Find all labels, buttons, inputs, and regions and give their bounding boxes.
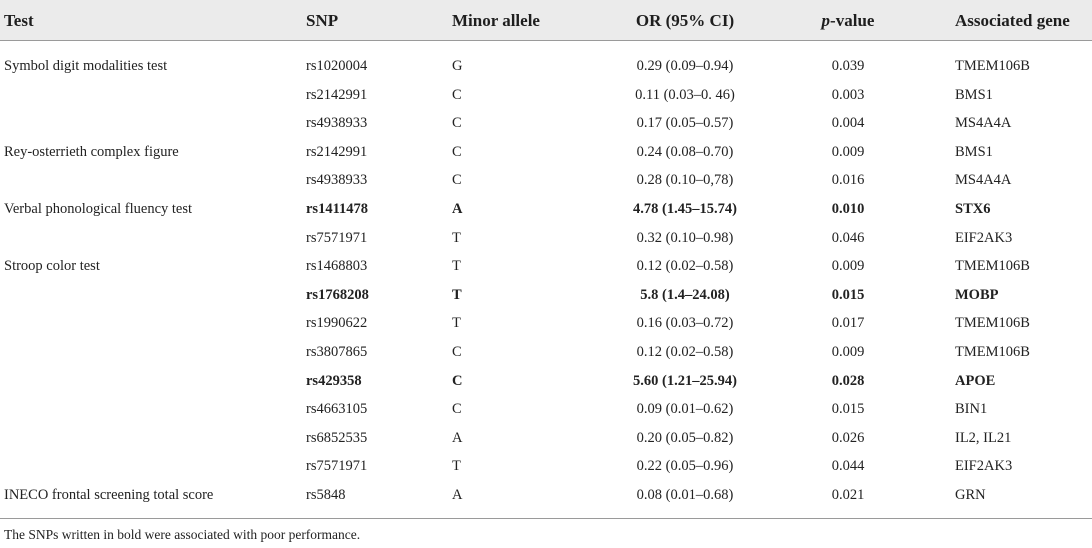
cell-p-value: 0.003 (831, 87, 865, 103)
cell-p-value: 0.026 (831, 430, 865, 446)
cell-minor-allele: T (452, 287, 462, 303)
cell-p-value: 0.009 (831, 344, 865, 360)
cell-associated-gene: TMEM106B (955, 344, 1030, 360)
header-snp: SNP (306, 11, 339, 30)
cell-or: 0.09 (0.01–0.62) (636, 401, 734, 417)
cell-p-value: 0.028 (831, 373, 865, 389)
cell-minor-allele: C (452, 344, 462, 360)
cell-test: Verbal phonological fluency test (4, 201, 193, 217)
header-p-value (822, 10, 875, 32)
cell-minor-allele: T (452, 458, 461, 474)
cell-test: INECO frontal screening total score (4, 487, 214, 503)
cell-p-value: 0.044 (831, 458, 865, 474)
cell-associated-gene: MS4A4A (955, 115, 1012, 131)
cell-minor-allele: G (452, 58, 463, 74)
cell-minor-allele: C (452, 373, 463, 389)
cell-snp: rs1411478 (306, 201, 369, 217)
cell-or: 0.08 (0.01–0.68) (636, 487, 734, 503)
cell-or: 0.12 (0.02–0.58) (636, 258, 734, 274)
cell-associated-gene: MS4A4A (955, 172, 1012, 188)
cell-or: 5.8 (1.4–24.08) (640, 287, 730, 303)
cell-minor-allele: C (452, 87, 462, 103)
cell-p-value: 0.039 (831, 58, 865, 74)
cell-p-value: 0.010 (831, 201, 865, 217)
cell-associated-gene: EIF2AK3 (955, 230, 1013, 246)
cell-or: 0.17 (0.05–0.57) (636, 115, 734, 131)
cell-or: 0.32 (0.10–0.98) (636, 230, 734, 246)
cell-associated-gene: APOE (955, 373, 996, 389)
cell-or: 0.11 (0.03–0. 46) (635, 87, 735, 103)
cell-snp: rs7571971 (306, 458, 368, 474)
cell-p-value: 0.009 (831, 144, 865, 160)
cell-p-value: 0.017 (831, 315, 865, 331)
cell-minor-allele: C (452, 115, 462, 131)
cell-snp: rs3807865 (306, 344, 368, 360)
cell-p-value: 0.046 (831, 230, 865, 246)
header-or: OR (95% CI) (635, 11, 735, 30)
cell-or: 0.12 (0.02–0.58) (636, 344, 734, 360)
cell-snp: rs4663105 (306, 401, 368, 417)
cell-or: 0.29 (0.09–0.94) (636, 58, 734, 74)
cell-minor-allele: T (452, 230, 461, 246)
cell-minor-allele: A (452, 487, 463, 503)
header-p-italic: p (821, 11, 831, 30)
cell-minor-allele: T (452, 258, 461, 274)
cell-p-value: 0.015 (831, 287, 865, 303)
cell-snp: rs7571971 (306, 230, 368, 246)
header-minor-allele: Minor allele (452, 11, 540, 30)
cell-associated-gene: EIF2AK3 (955, 458, 1013, 474)
cell-snp: rs1468803 (306, 258, 368, 274)
cell-or: 0.16 (0.03–0.72) (636, 315, 734, 331)
bottom-rule (0, 518, 1092, 519)
cell-p-value: 0.021 (831, 487, 865, 503)
cell-associated-gene: BMS1 (955, 144, 993, 160)
cell-snp: rs6852535 (306, 430, 368, 446)
cell-snp: rs1020004 (306, 58, 368, 74)
cell-snp: rs2142991 (306, 144, 368, 160)
cell-associated-gene: TMEM106B (955, 58, 1030, 74)
cell-test: Rey-osterrieth complex figure (4, 144, 179, 160)
cell-test: Stroop color test (4, 258, 100, 274)
cell-associated-gene: STX6 (955, 201, 991, 217)
table-footnote: The SNPs written in bold were associated with poor performance. (4, 527, 361, 542)
cell-associated-gene: TMEM106B (955, 315, 1030, 331)
header-rule (0, 40, 1092, 41)
header-test: Test (4, 11, 34, 30)
cell-p-value: 0.004 (831, 115, 865, 131)
cell-or: 0.28 (0.10–0,78) (636, 172, 734, 188)
header-associated-gene: Associated gene (955, 11, 1070, 30)
cell-test: Symbol digit modalities test (4, 58, 168, 74)
cell-p-value: 0.016 (831, 172, 865, 188)
cell-or: 0.22 (0.05–0.96) (636, 458, 734, 474)
cell-or: 5.60 (1.21–25.94) (633, 373, 737, 389)
cell-p-value: 0.015 (831, 401, 865, 417)
cell-associated-gene: IL2, IL21 (955, 430, 1012, 446)
cell-associated-gene: MOBP (955, 287, 999, 303)
cell-associated-gene: TMEM106B (955, 258, 1030, 274)
cell-associated-gene: GRN (955, 487, 986, 503)
table-header (0, 0, 1092, 40)
cell-snp: rs5848 (306, 487, 346, 503)
cell-snp: rs2142991 (306, 87, 368, 103)
cell-snp: rs1990622 (306, 315, 368, 331)
cell-associated-gene: BIN1 (955, 401, 988, 417)
cell-snp: rs429358 (306, 373, 362, 389)
cell-snp: rs4938933 (306, 172, 368, 188)
cell-minor-allele: A (452, 201, 463, 217)
cell-or: 4.78 (1.45–15.74) (633, 201, 737, 217)
cell-minor-allele: A (452, 430, 463, 446)
cell-minor-allele: C (452, 401, 462, 417)
cell-associated-gene: BMS1 (955, 87, 993, 103)
header-p-rest: -value (830, 11, 875, 30)
cell-minor-allele: C (452, 172, 462, 188)
cell-snp: rs1768208 (306, 287, 369, 303)
cell-p-value: 0.009 (831, 258, 865, 274)
cell-or: 0.20 (0.05–0.82) (636, 430, 734, 446)
cell-minor-allele: C (452, 144, 462, 160)
cell-or: 0.24 (0.08–0.70) (636, 144, 734, 160)
cell-minor-allele: T (452, 315, 461, 331)
cell-snp: rs4938933 (306, 115, 368, 131)
